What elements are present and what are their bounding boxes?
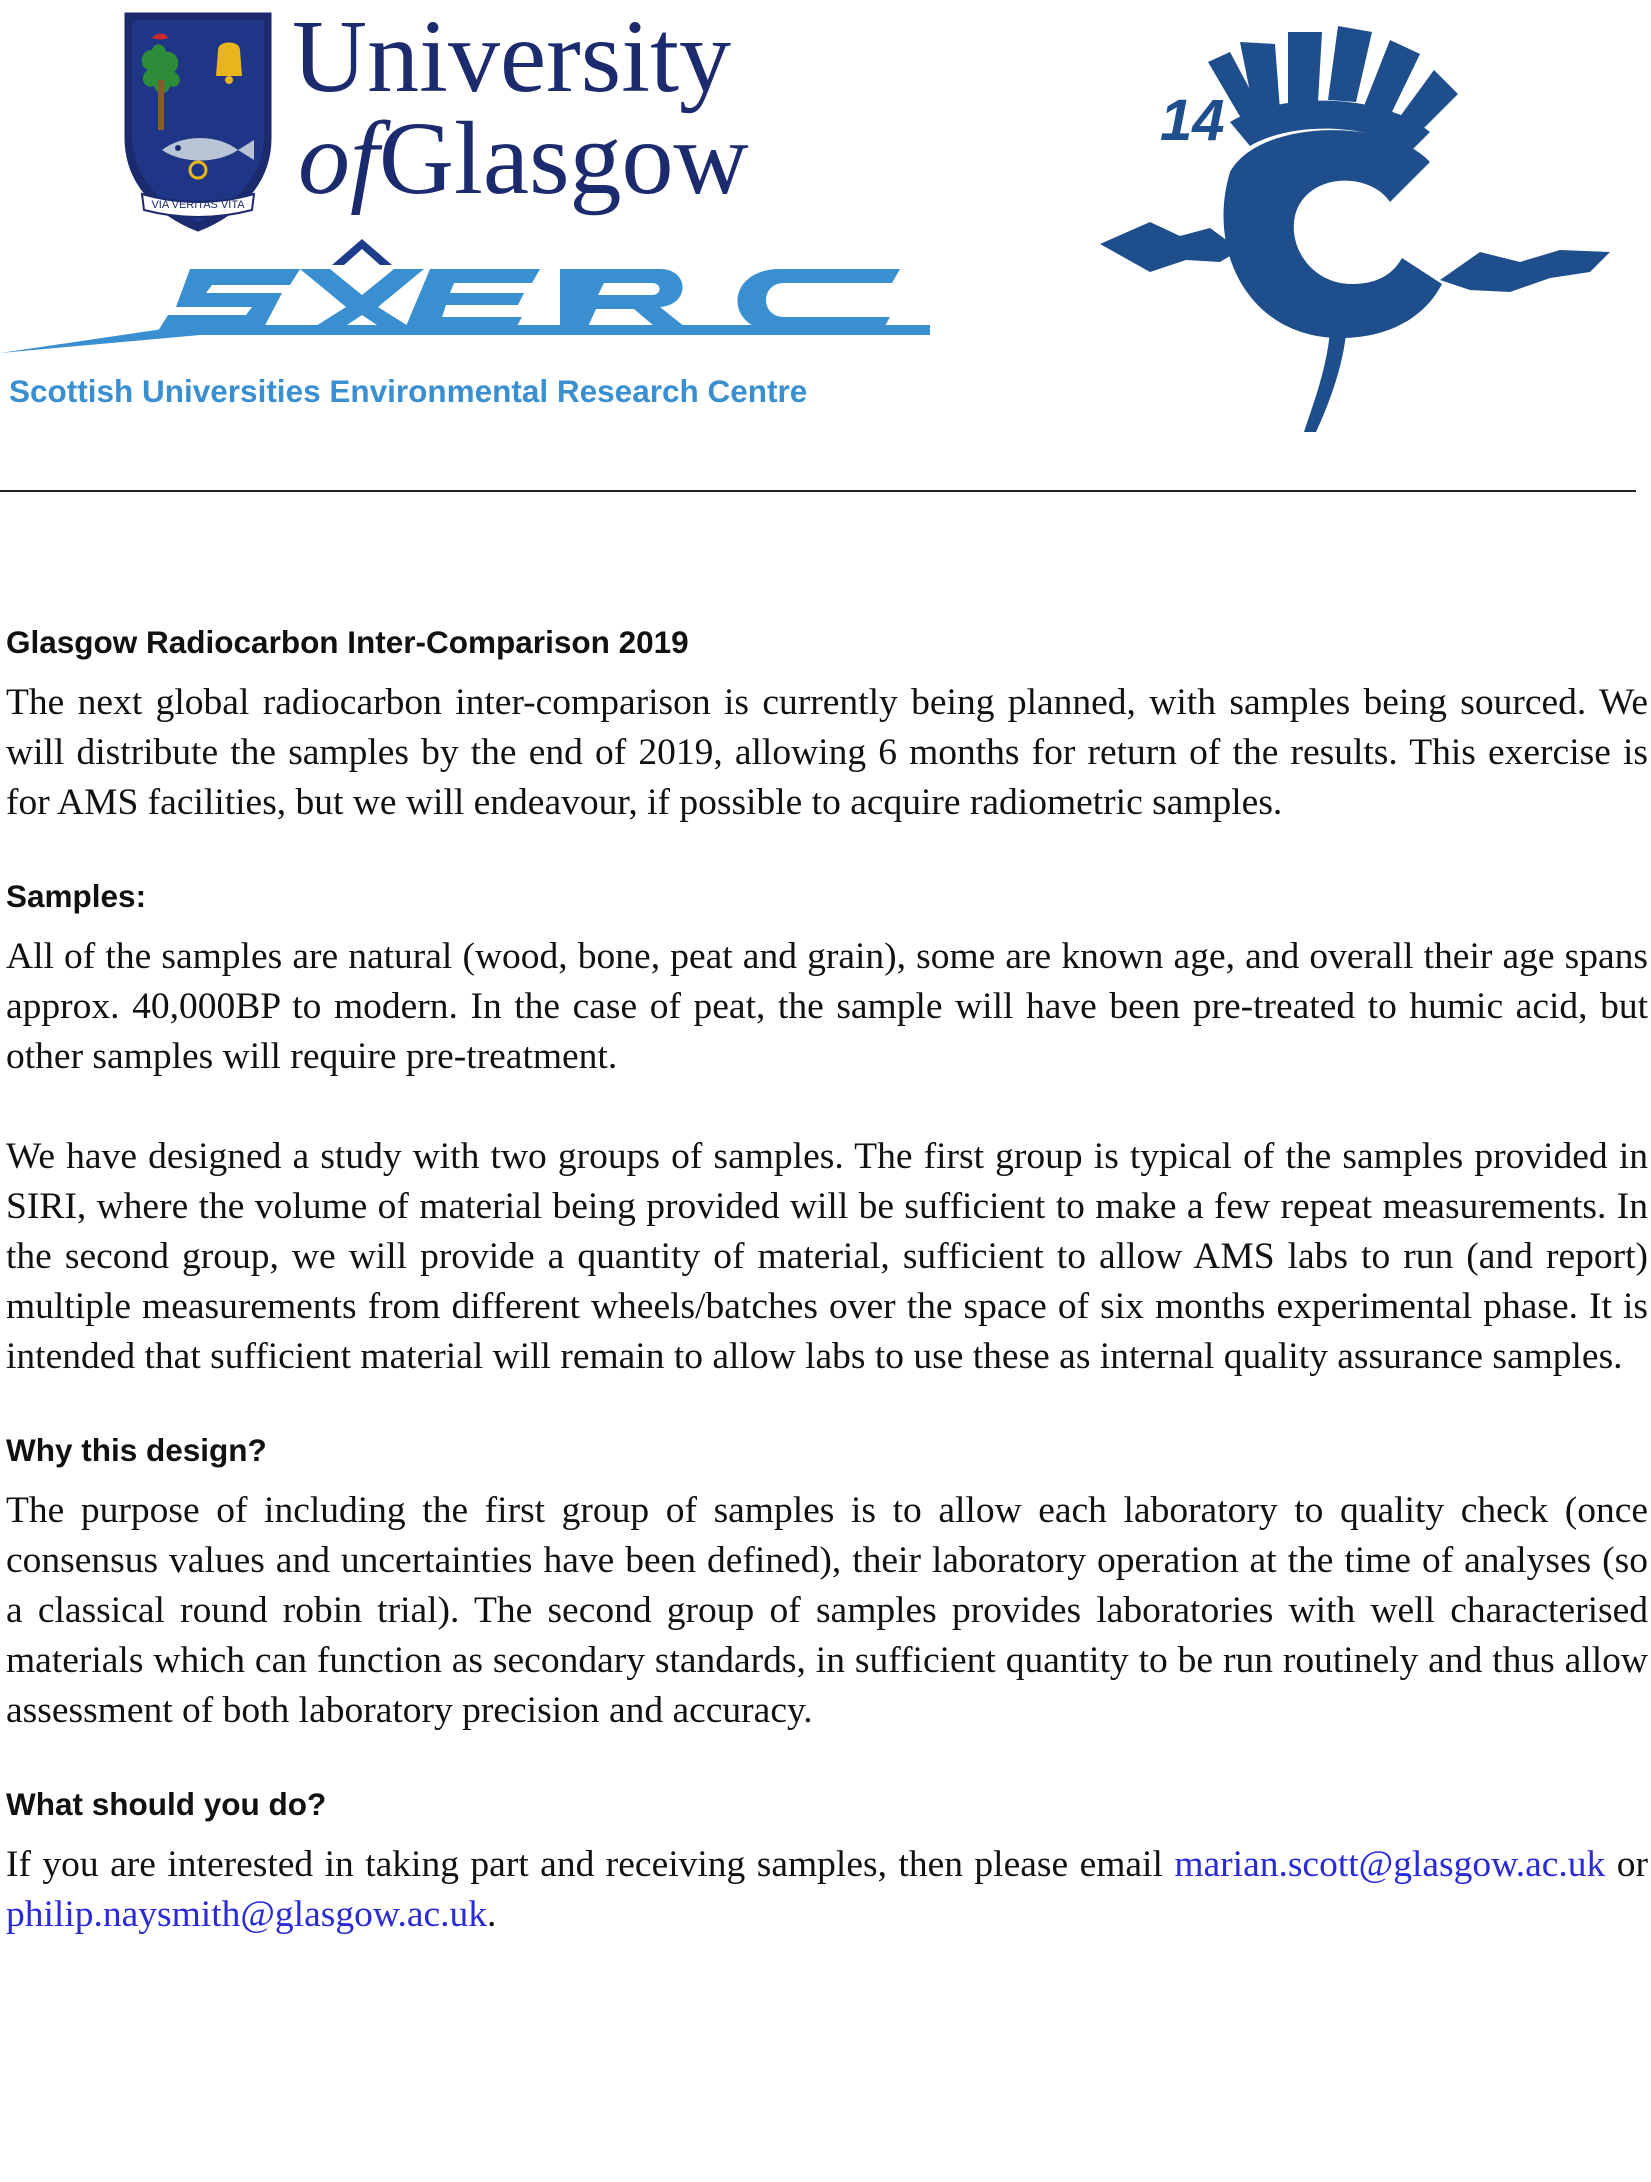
design-heading: Why this design? — [6, 1432, 267, 1468]
university-wordmark-line2 — [292, 101, 749, 216]
action-heading: What should you do? — [6, 1786, 327, 1822]
suerc-wordmark-icon — [0, 235, 940, 370]
c14-superscript: 14 — [1160, 88, 1225, 153]
university-motto: VIA VERITAS VITA — [151, 199, 245, 211]
header-divider — [0, 490, 1636, 492]
intro-paragraph: The next global radiocarbon inter-comparison is currently being planned, with samples being sourced. We will distribute the samples by the end of 2019, allowing 6 months for return of the results. This exercise is for AMS facilities, but we will endeavour, if possible to acquire radiometric samples. — [6, 682, 1648, 823]
samples-heading: Samples: — [6, 878, 147, 914]
suerc-caption: Scottish Universities Environmental Research Centre — [9, 373, 808, 409]
university-wordmark-glasgow: Glasgow — [378, 101, 749, 216]
samples-paragraph-1: All of the samples are natural (wood, bone, peat and grain), some are known age, and overall their age spans approx. 40,000BP to modern. In the case of peat, the sample will have been pre-treated to humic acid, but other samples will require pre-treatment. — [6, 936, 1648, 1077]
university-crest-icon — [122, 10, 274, 234]
university-of-glasgow-logo — [122, 0, 812, 235]
email-link-philip-naysmith[interactable]: philip.naysmith@glasgow.ac.uk — [6, 1894, 487, 1935]
action-paragraph — [6, 1840, 1648, 1940]
page-title: Glasgow Radiocarbon Inter-Comparison 2019 — [6, 624, 689, 660]
radiocarbon-14c-thistle-icon — [1090, 22, 1635, 437]
document-body — [6, 622, 1648, 1940]
samples-paragraph-2: We have designed a study with two groups of samples. The first group is typical of the samples provided in SIRI, where the volume of material being provided will be sufficient to make a few repeat measurements. In the second group, we will provide a quantity of material, sufficient to allow AMS labs to run (and report) multiple measurements from different wheels/batches over the space of six months experimental phase. It is intended that sufficient material will remain to allow labs to use these as internal quality assurance samples. — [6, 1136, 1648, 1377]
action-text-suffix: . — [487, 1894, 497, 1935]
email-link-marian-scott[interactable]: marian.scott@glasgow.ac.uk — [1174, 1844, 1606, 1885]
university-wordmark-line1: University — [292, 0, 732, 114]
suerc-logo — [0, 235, 940, 415]
design-paragraph: The purpose of including the first group of samples is to allow each laboratory to quality check (once consensus values and uncertainties have been defined), their laboratory operation at the time of analyses (so a classical round robin trial). The second group of samples provides laboratories with well characterised materials which can function as secondary standards, in sufficient quantity to be run routinely and thus allow assessment of both laboratory precision and accuracy. — [6, 1490, 1648, 1731]
university-wordmark — [292, 0, 749, 216]
action-text-prefix: If you are interested in taking part and receiving samples, then please email — [6, 1844, 1175, 1885]
action-text-or: or — [1605, 1844, 1648, 1885]
university-wordmark-of: of — [298, 101, 379, 216]
